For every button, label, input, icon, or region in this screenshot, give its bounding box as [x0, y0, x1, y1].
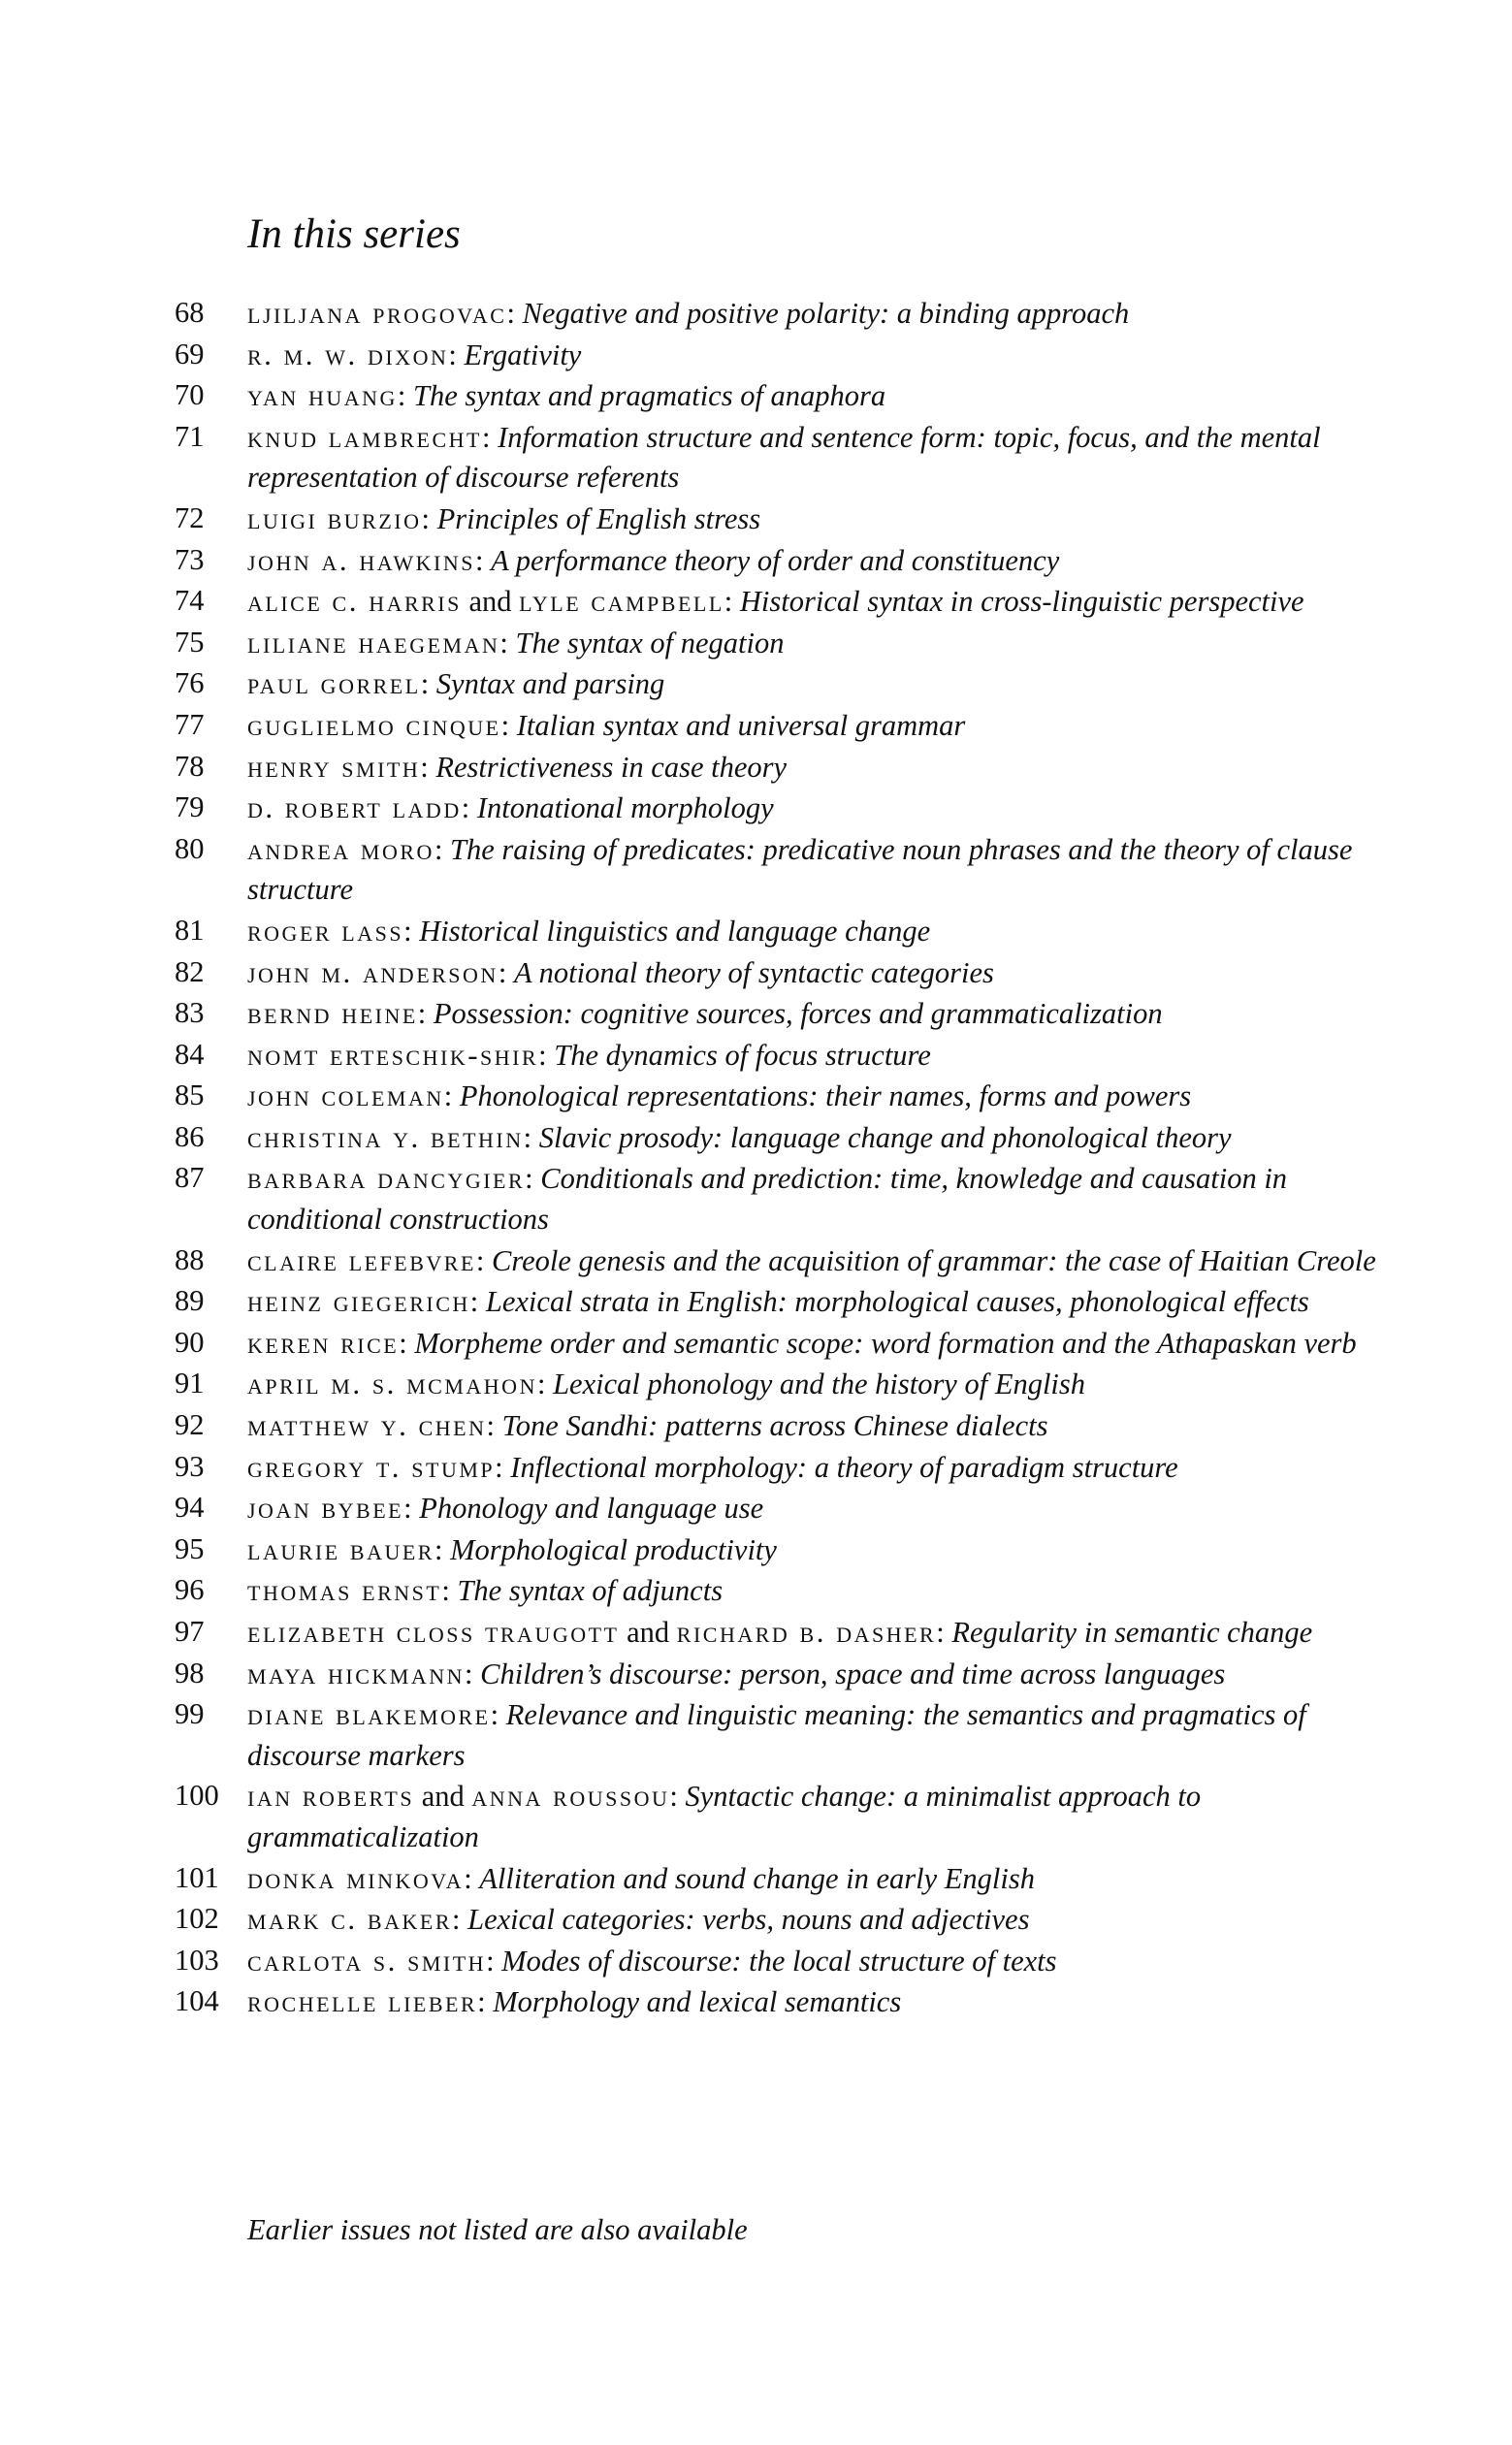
book-title: Relevance and linguistic meaning: the semantics and pragmatics of discourse markers [247, 1698, 1306, 1772]
series-item [175, 375, 1387, 417]
book-title: The syntax of negation [515, 626, 785, 660]
title-separator: : [399, 1326, 407, 1360]
item-number: 100 [175, 1779, 219, 1813]
title-separator: : [417, 997, 427, 1031]
item-text [247, 911, 1387, 952]
item-number: 84 [175, 1037, 205, 1071]
series-item [175, 623, 1387, 664]
book-title: Conditionals and prediction: time, knowledge and causation in conditional constructions [247, 1162, 1288, 1237]
item-number: 88 [175, 1242, 205, 1276]
title-separator: : [448, 338, 457, 371]
series-item [175, 1076, 1387, 1117]
item-text [247, 1488, 1387, 1529]
item-text [247, 829, 1387, 911]
item-number: 80 [175, 831, 205, 865]
book-title: Syntactic change: a minimalist approach to grammaticalization [247, 1780, 1202, 1853]
item-number: 70 [175, 378, 205, 412]
item-number: 68 [175, 296, 205, 329]
author-name: john a. hawkins [247, 542, 475, 577]
title-separator: : [500, 708, 510, 742]
author-name: joan bybee [247, 1491, 404, 1526]
item-number: 99 [175, 1697, 205, 1731]
book-title: Historical linguistics and language change [419, 914, 931, 948]
title-separator: : [486, 1409, 495, 1443]
author-name: mark c. baker [247, 1902, 452, 1937]
item-text [247, 663, 1387, 705]
item-number: 78 [175, 749, 205, 783]
title-separator: : [506, 297, 515, 330]
title-separator: : [724, 585, 733, 619]
title-separator: : [936, 1616, 945, 1649]
author-name: donka minkova [247, 1860, 465, 1895]
item-number: 77 [175, 707, 205, 741]
title-separator: : [538, 1038, 547, 1072]
series-item [175, 335, 1387, 376]
item-text [247, 1570, 1387, 1612]
item-text [247, 993, 1387, 1035]
author-conjunction: and [421, 1780, 465, 1814]
author-name: luigi burzio [247, 500, 422, 535]
author-name: ljiljana progovac [247, 296, 507, 330]
book-title: Phonology and language use [419, 1492, 764, 1526]
book-title: Lexical categories: verbs, nouns and adjectives [467, 1903, 1030, 1937]
item-text [247, 375, 1387, 417]
book-title: The dynamics of focus structure [554, 1038, 931, 1072]
item-text [247, 1076, 1387, 1117]
series-item [175, 1899, 1387, 1941]
author-name: april m. s. mcmahon [247, 1367, 537, 1401]
title-separator: : [403, 1492, 412, 1526]
author-name: anna roussou [471, 1779, 670, 1814]
series-item [175, 1612, 1387, 1654]
series-item [175, 663, 1387, 705]
item-text [247, 540, 1387, 582]
item-number: 91 [175, 1367, 205, 1400]
book-title: Regularity in semantic change [951, 1616, 1313, 1649]
author-name: andrea moro [247, 831, 434, 866]
item-number: 97 [175, 1615, 205, 1648]
title-separator: : [486, 1944, 495, 1978]
series-item [175, 499, 1387, 540]
item-number: 81 [175, 913, 205, 947]
author-conjunction: and [627, 1616, 670, 1649]
author-name: matthew y. chen [247, 1408, 487, 1443]
item-text [247, 335, 1387, 376]
book-title: Morpheme order and semantic scope: word formation and the Athapaskan verb [414, 1326, 1357, 1360]
book-title: Lexical strata in English: morphological causes, phonological effects [485, 1285, 1309, 1319]
book-title: A performance theory of order and constituency [491, 543, 1060, 577]
author-name: lyle campbell [519, 584, 724, 619]
book-title: Alliteration and sound change in early English [479, 1861, 1035, 1895]
item-number: 103 [175, 1943, 219, 1977]
book-title: Morphological productivity [450, 1532, 777, 1566]
author-name: henry smith [247, 749, 421, 784]
item-text [247, 1405, 1387, 1447]
book-title: Negative and positive polarity: a binding approach [522, 297, 1130, 330]
title-separator: : [523, 1120, 532, 1154]
book-title: Lexical phonology and the history of English [553, 1367, 1086, 1401]
title-separator: : [452, 1903, 461, 1937]
item-number: 92 [175, 1408, 205, 1442]
item-number: 83 [175, 996, 205, 1030]
title-separator: : [441, 1574, 450, 1608]
series-item [175, 1405, 1387, 1447]
book-title: The syntax of adjuncts [457, 1574, 724, 1608]
item-text [247, 1529, 1387, 1571]
author-name: claire lefebvre [247, 1242, 476, 1277]
title-separator: : [498, 955, 507, 989]
book-title: Slavic prosody: language change and phonological theory [538, 1120, 1232, 1154]
item-text [247, 1612, 1387, 1654]
item-number: 101 [175, 1860, 219, 1894]
item-text [247, 499, 1387, 540]
author-name: roger lass [247, 913, 404, 948]
series-item [175, 1364, 1387, 1405]
item-text [247, 623, 1387, 664]
book-title: Historical syntax in cross-linguistic perspective [739, 585, 1304, 619]
item-number: 73 [175, 542, 205, 576]
author-name: paul gorrel [247, 666, 421, 701]
item-text [247, 1941, 1387, 1982]
author-name: diane blakemore [247, 1697, 491, 1732]
item-number: 86 [175, 1119, 205, 1153]
author-name: maya hickmann [247, 1656, 466, 1690]
item-text [247, 1035, 1387, 1077]
series-item [175, 1941, 1387, 1982]
item-text [247, 1158, 1387, 1239]
series-item [175, 581, 1387, 623]
item-text [247, 581, 1387, 623]
author-name: christina y. bethin [247, 1119, 524, 1154]
series-item [175, 293, 1387, 335]
title-separator: : [490, 1698, 499, 1732]
title-separator: : [434, 1532, 443, 1566]
title-separator: : [465, 1657, 473, 1690]
item-number: 90 [175, 1325, 205, 1359]
item-number: 89 [175, 1284, 205, 1318]
title-separator: : [464, 1861, 472, 1895]
author-name: richard b. dasher [676, 1615, 937, 1649]
item-number: 69 [175, 337, 205, 370]
item-text [247, 1447, 1387, 1489]
series-item [175, 747, 1387, 788]
title-separator: : [499, 626, 508, 660]
item-number: 76 [175, 666, 205, 700]
author-name: thomas ernst [247, 1573, 442, 1608]
series-item [175, 540, 1387, 582]
series-item [175, 911, 1387, 952]
series-item [175, 1323, 1387, 1365]
item-text [247, 1858, 1387, 1900]
item-text [247, 788, 1387, 829]
item-number: 79 [175, 790, 205, 824]
item-text [247, 293, 1387, 335]
title-separator: : [420, 667, 430, 701]
series-item [175, 1488, 1387, 1529]
item-text [247, 1281, 1387, 1323]
item-number: 85 [175, 1078, 205, 1112]
series-item [175, 993, 1387, 1035]
title-separator: : [397, 379, 406, 413]
author-name: john coleman [247, 1078, 444, 1113]
item-number: 102 [175, 1902, 219, 1936]
title-separator: : [477, 1985, 486, 2019]
item-text [247, 1981, 1387, 2023]
book-title: Restrictiveness in case theory [435, 750, 788, 784]
series-item [175, 952, 1387, 994]
series-item [175, 1694, 1387, 1776]
title-separator: : [420, 750, 429, 784]
author-name: heinz giegerich [247, 1284, 470, 1319]
series-heading: In this series [247, 211, 461, 257]
title-separator: : [421, 501, 430, 535]
book-title: Children’s discourse: person, space and time across languages [480, 1657, 1226, 1690]
item-text [247, 1776, 1387, 1857]
item-number: 98 [175, 1656, 205, 1689]
item-number: 71 [175, 419, 205, 453]
author-name: elizabeth closs traugott [247, 1615, 620, 1649]
author-name: gregory t. stump [247, 1449, 496, 1484]
book-title: Possession: cognitive sources, forces and grammaticalization [433, 997, 1163, 1031]
book-title: Syntax and parsing [435, 667, 665, 701]
book-title: The raising of predicates: predicative noun phrases and the theory of clause structure [247, 832, 1353, 907]
item-text [247, 1364, 1387, 1405]
author-name: r. m. w. dixon [247, 337, 449, 371]
series-item [175, 1117, 1387, 1159]
author-name: ian roberts [247, 1779, 415, 1814]
item-number: 104 [175, 1984, 219, 2018]
book-title: The syntax and pragmatics of anaphora [413, 379, 886, 413]
book-title: Information structure and sentence form: topic, focus, and the mental representation of discourse referents [247, 420, 1321, 495]
author-name: rochelle lieber [247, 1984, 478, 2019]
author-name: john m. anderson [247, 954, 499, 989]
series-item [175, 1447, 1387, 1489]
title-separator: : [474, 543, 484, 577]
item-text [247, 1240, 1387, 1282]
item-number: 96 [175, 1573, 205, 1607]
item-number: 94 [175, 1491, 205, 1525]
item-number: 74 [175, 584, 205, 618]
author-conjunction: and [468, 585, 512, 619]
series-item [175, 788, 1387, 829]
book-title: Ergativity [464, 338, 582, 371]
title-separator: : [525, 1162, 533, 1196]
item-number: 87 [175, 1161, 205, 1195]
author-name: nomt erteschik-shir [247, 1037, 539, 1072]
footer-note: Earlier issues not listed are also available [247, 2213, 748, 2246]
author-name: d. robert ladd [247, 790, 462, 825]
series-item [175, 417, 1387, 499]
author-name: carlota s. smith [247, 1943, 487, 1978]
author-name: laurie bauer [247, 1531, 434, 1566]
title-separator: : [443, 1079, 453, 1113]
series-item [175, 1240, 1387, 1282]
series-item [175, 1776, 1387, 1857]
series-item [175, 1281, 1387, 1323]
item-text [247, 417, 1387, 499]
author-name: yan huang [247, 378, 398, 413]
author-name: liliane haegeman [247, 625, 500, 660]
book-title: Modes of discourse: the local structure of texts [501, 1944, 1057, 1978]
title-separator: : [434, 832, 443, 866]
item-text [247, 1694, 1387, 1776]
book-title: Principles of English stress [436, 501, 761, 535]
book-title: Morphology and lexical semantics [493, 1985, 902, 2019]
author-name: alice c. harris [247, 584, 462, 619]
title-separator: : [536, 1367, 546, 1401]
book-title: Italian syntax and universal grammar [516, 708, 966, 742]
series-item [175, 1529, 1387, 1571]
book-title: Inflectional morphology: a theory of paradigm structure [510, 1450, 1178, 1484]
item-number: 82 [175, 954, 205, 988]
title-separator: : [469, 1285, 479, 1319]
series-item [175, 1158, 1387, 1239]
series-item [175, 1035, 1387, 1077]
book-title: Creole genesis and the acquisition of grammar: the case of Haitian Creole [492, 1243, 1376, 1277]
book-title: A notional theory of syntactic categories [513, 955, 994, 989]
author-name: bernd heine [247, 996, 418, 1031]
item-number: 95 [175, 1531, 205, 1565]
item-text [247, 1899, 1387, 1941]
series-list [175, 293, 1387, 2023]
author-name: barbara dancygier [247, 1161, 526, 1196]
item-text [247, 1117, 1387, 1159]
item-text [247, 747, 1387, 788]
title-separator: : [495, 1450, 503, 1484]
item-text [247, 705, 1387, 747]
item-number: 93 [175, 1449, 205, 1483]
title-separator: : [669, 1780, 678, 1814]
title-separator: : [475, 1243, 485, 1277]
series-item [175, 1570, 1387, 1612]
book-title: Intonational morphology [476, 791, 774, 825]
series-item [175, 1858, 1387, 1900]
series-item [175, 829, 1387, 911]
author-name: guglielmo cinque [247, 707, 501, 742]
author-name: knud lambrecht [247, 419, 482, 454]
item-number: 75 [175, 625, 205, 659]
book-title: Phonological representations: their names, forms and powers [459, 1079, 1192, 1113]
item-text [247, 952, 1387, 994]
title-separator: : [403, 914, 412, 948]
item-text [247, 1654, 1387, 1695]
title-separator: : [481, 420, 491, 454]
item-number: 72 [175, 500, 205, 534]
series-item [175, 1654, 1387, 1695]
title-separator: : [461, 791, 470, 825]
series-item [175, 1981, 1387, 2023]
series-item [175, 705, 1387, 747]
author-name: keren rice [247, 1325, 400, 1360]
book-title: Tone Sandhi: patterns across Chinese dialects [501, 1409, 1048, 1443]
item-text [247, 1323, 1387, 1365]
